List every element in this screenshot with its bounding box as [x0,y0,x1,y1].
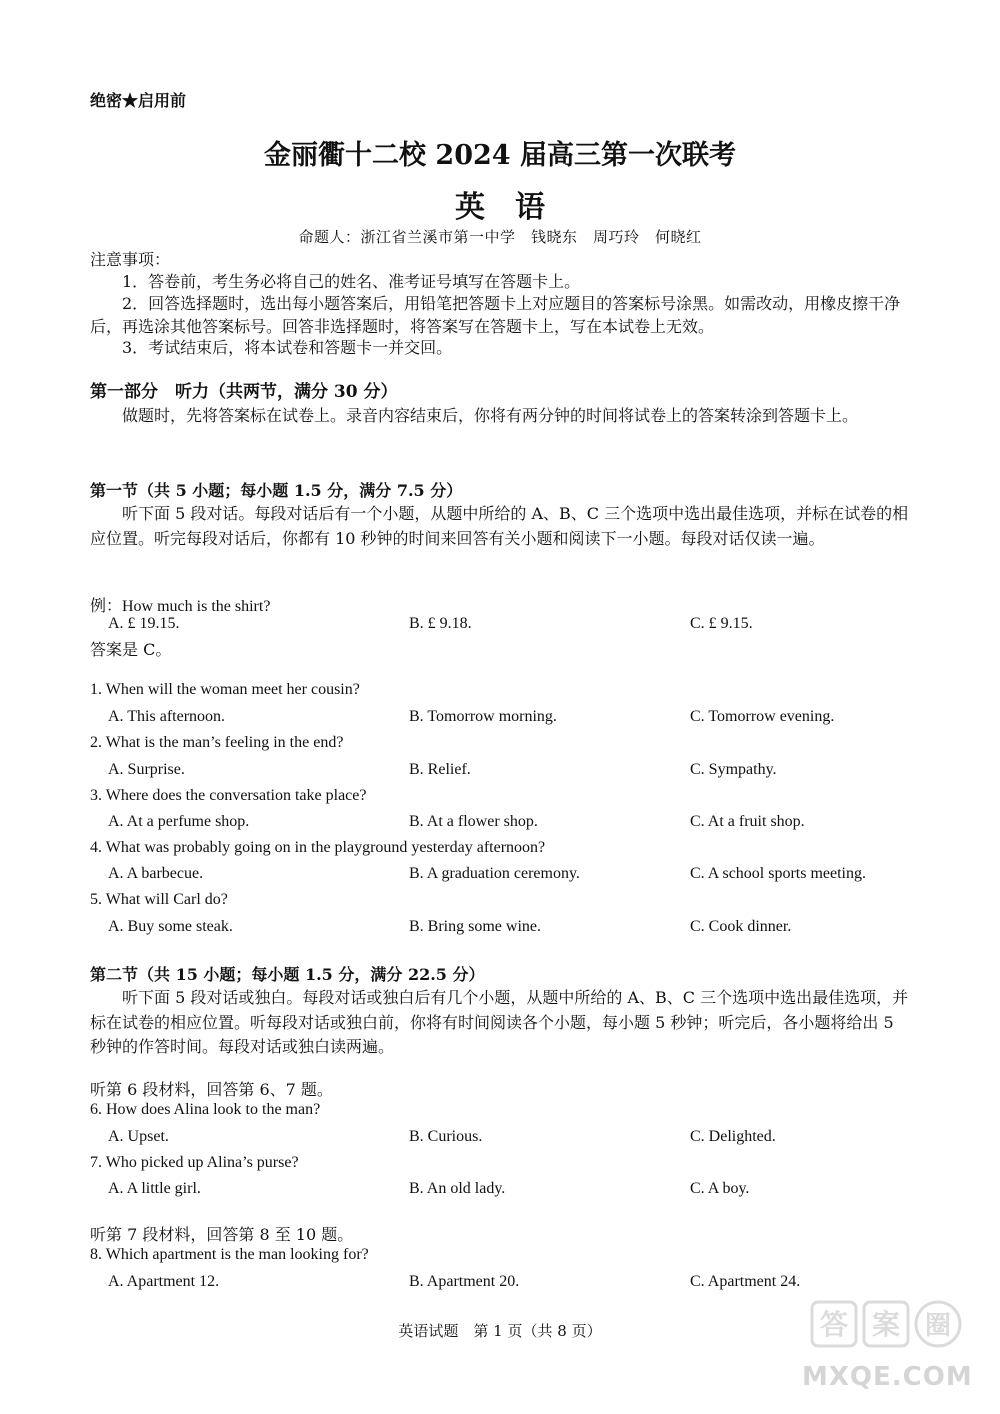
note-item-3: 3．考试结束后，将本试卷和答题卡一并交回。 [122,338,453,357]
note-item-2: 2．回答选择题时，选出每小题答案后，用铅笔把答题卡上对应题目的答案标号涂黑。如需改动，用橡皮擦干净后，再选涂其他答案标号。回答非选择题时，将答案写在答题卡上，写在本试卷上无效。 [90,294,901,336]
q7-option-b: B. An old lady. [409,1180,506,1197]
svg-text:案: 案 [871,1308,901,1341]
question-3-options [108,813,928,835]
example-option-c: C. £ 9.15. [690,615,753,632]
example-option-b: B. £ 9.18. [409,615,472,632]
question-4: 4. What was probably going on in the playground yesterday afternoon? [90,839,546,856]
q3-option-b: B. At a flower shop. [409,813,538,830]
q8-option-b: B. Apartment 20. [409,1273,520,1290]
q1-option-a: A. This afternoon. [108,708,226,725]
question-2: 2. What is the man’s feeling in the end? [90,734,344,751]
q1-option-c: C. Tomorrow evening. [690,708,835,725]
exam-title: 金丽衢十二校 2024 届高三第一次联考 [264,140,736,171]
notes-heading: 注意事项： [90,250,171,269]
subject-title: 英 语 [455,190,545,225]
q2-option-c: C. Sympathy. [690,761,777,778]
q1-option-b: B. Tomorrow morning. [409,708,557,725]
q3-option-c: C. At a fruit shop. [690,813,805,830]
example-option-a: A. £ 19.15. [108,615,180,632]
q4-option-a: A. A barbecue. [108,865,204,882]
q4-option-c: C. A school sports meeting. [690,865,866,882]
watermark-logo [802,1290,972,1400]
material-7-label: 听第 7 段材料，回答第 8 至 10 题。 [90,1225,354,1244]
note-item-1: 1．答卷前，考生务必将自己的姓名、准考证号填写在答题卡上。 [122,272,581,291]
example-options [108,615,928,637]
question-5: 5. What will Carl do? [90,891,228,908]
watermark-text: MXQE.COM [802,1362,973,1392]
part1-intro: 做题时，先将答案标在试卷上。录音内容结束后，你将有两分钟的时间将试卷上的答案转涂到答题卡上。 [122,406,859,425]
q5-option-c: C. Cook dinner. [690,918,792,935]
q5-option-a: A. Buy some steak. [108,918,233,935]
question-4-options [108,865,928,887]
question-2-options [108,761,928,783]
q7-option-c: C. A boy. [690,1180,750,1197]
section1-intro: 听下面 5 段对话。每段对话后有一个小题，从题中所给的 A、B、C 三个选项中选出最佳选项，并标在试卷的相应位置。听完每段对话后，你都有 10 秒钟的时间来回答有关小题和阅读下一小题。每段对话仅读一遍。 [90,504,909,548]
section2-intro: 听下面 5 段对话或独白。每段对话或独白后有几个小题，从题中所给的 A、B、C 三个选项中选出最佳选项，并标在试卷的相应位置。听每段对话或独白前，你将有时间阅读各个小题，每小题 5 秒钟；听完后，各小题将给出 5 秒钟的作答时间。每段对话或独白读两遍。 [90,988,909,1056]
q7-option-a: A. A little girl. [108,1180,201,1197]
question-7: 7. Who picked up Alina’s purse? [90,1154,299,1171]
page-footer: 英语试题 第 1 页（共 8 页） [398,1322,602,1340]
question-5-options [108,918,928,940]
section2-heading: 第二节（共 15 小题；每小题 1.5 分，满分 22.5 分） [90,965,485,984]
section1-heading: 第一节（共 5 小题；每小题 1.5 分，满分 7.5 分） [90,481,463,500]
part1-heading: 第一部分 听力（共两节，满分 30 分） [90,382,398,402]
q2-option-b: B. Relief. [409,761,471,778]
q6-option-c: C. Delighted. [690,1128,776,1145]
q6-option-a: A. Upset. [108,1128,169,1145]
svg-text:圈: 圈 [924,1311,952,1341]
question-8: 8. Which apartment is the man looking for? [90,1246,369,1263]
svg-text:答: 答 [819,1308,849,1341]
question-7-options [108,1180,928,1202]
authors-line: 命题人：浙江省兰溪市第一中学 钱晓东 周巧玲 何晓红 [298,228,702,246]
example-answer: 答案是 C。 [90,640,172,659]
question-6-options [108,1128,928,1150]
q6-option-b: B. Curious. [409,1128,483,1145]
secret-label: 绝密★启用前 [90,91,187,110]
question-6: 6. How does Alina look to the man? [90,1101,321,1118]
example-question: 例：How much is the shirt? [90,598,271,615]
q2-option-a: A. Surprise. [108,761,185,778]
q4-option-b: B. A graduation ceremony. [409,865,580,882]
question-1: 1. When will the woman meet her cousin? [90,681,360,698]
q8-option-a: A. Apartment 12. [108,1273,220,1290]
question-3: 3. Where does the conversation take place? [90,787,367,804]
q3-option-a: A. At a perfume shop. [108,813,250,830]
q8-option-c: C. Apartment 24. [690,1273,801,1290]
material-6-label: 听第 6 段材料，回答第 6、7 题。 [90,1080,333,1099]
question-1-options [108,708,928,730]
q5-option-b: B. Bring some wine. [409,918,541,935]
